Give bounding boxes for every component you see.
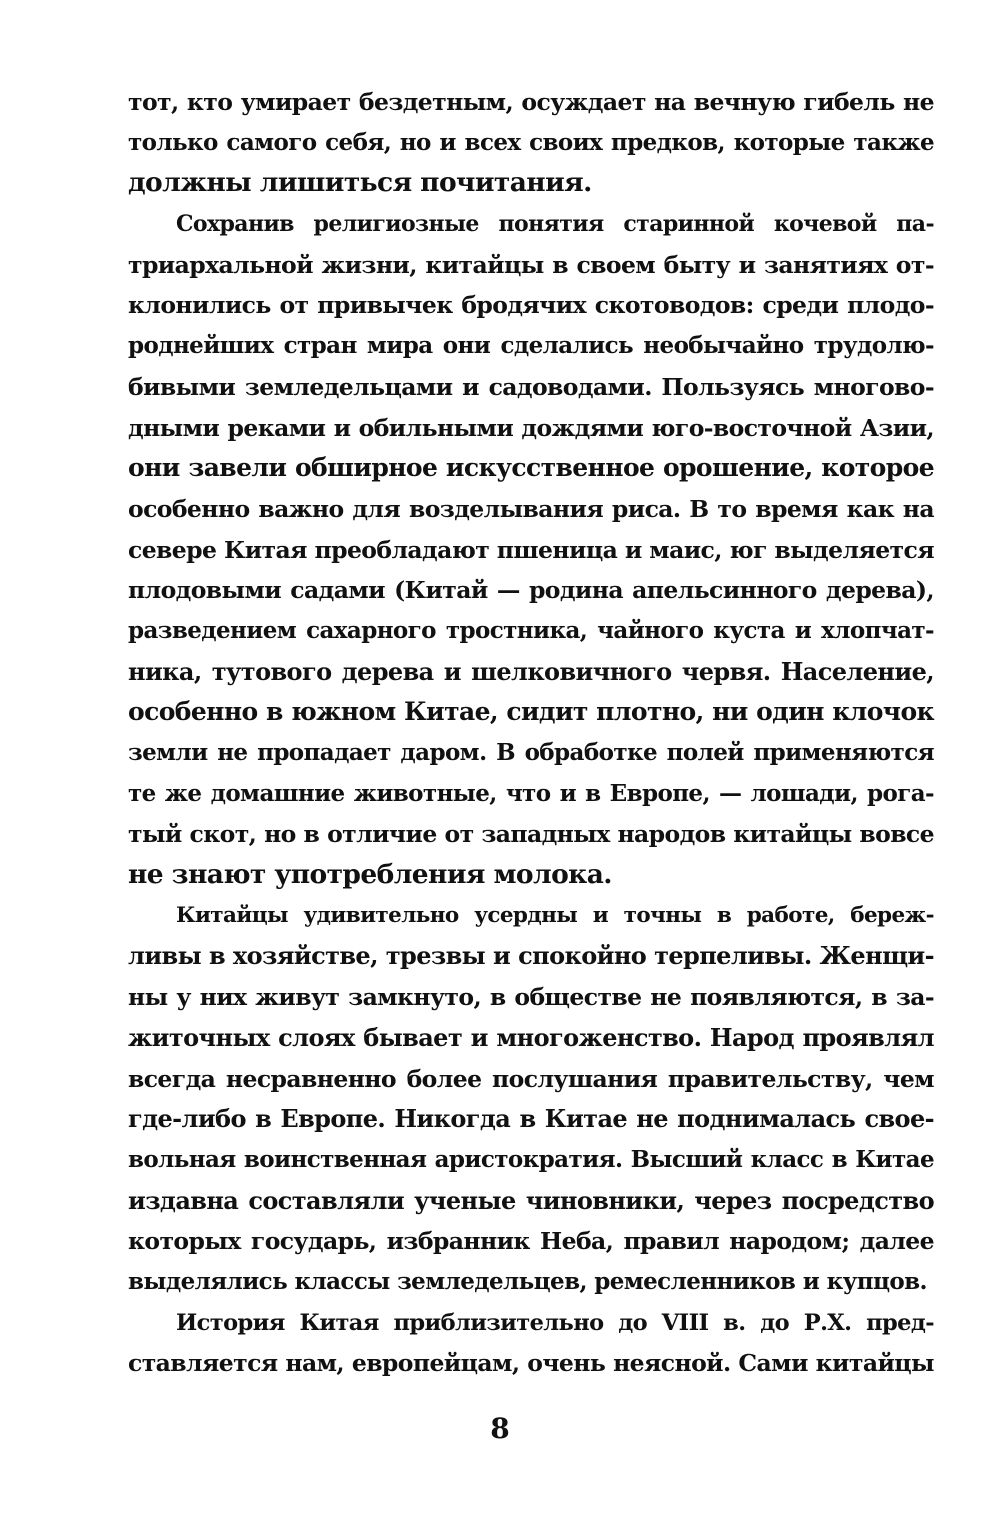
text-line: клонились от привычек бродячих скотоводов: среди плодо- [128, 291, 934, 320]
text-line: ны у них живут замкнуто, в обществе не появляются, в за- [128, 983, 934, 1012]
text-line: дными реками и обильными дождями юго-восточной Азии, [128, 413, 934, 442]
text-line: тот, кто умирает бездетным, осуждает на вечную гибель не [128, 88, 934, 116]
text-line: разведением сахарного тростника, чайного куста и хлопчат- [128, 616, 934, 644]
text-line: всегда несравненно более послушания правительству, чем [128, 1064, 934, 1093]
text-line: особенно важно для возделывания риса. В то время как на [128, 494, 934, 523]
text-line: те же домашние животные, что и в Европе, — лошади, рога- [128, 779, 934, 807]
text-line: бивыми земледельцами и садоводами. Пользуясь многово- [128, 372, 934, 401]
text-line: ставляется нам, европейцам, очень неясной. Сами китайцы [128, 1349, 934, 1378]
text-line: севере Китая преобладают пшеница и маис, юг выделяется [128, 535, 934, 564]
text-line: вольная воинственная аристократия. Высший класс в Китае [128, 1145, 934, 1173]
text-line: издавна составляли ученые чиновники, через посредство [128, 1185, 934, 1215]
text-line: плодовыми садами (Китай — родина апельсинного дерева), [128, 576, 934, 605]
text-line: должны лишиться почитания. [128, 167, 592, 199]
text-line: Сохранив религиозные понятия старинной кочевой па- [176, 211, 934, 238]
text-line: особенно в южном Китае, сидит плотно, ни один клочок [128, 697, 934, 727]
text-line: которых государь, избранник Неба, правил народом; далее [128, 1227, 934, 1256]
text-line: где-либо в Европе. Никогда в Китае не поднималась свое- [128, 1104, 934, 1134]
page-number: 8 [490, 1412, 510, 1445]
text-line: История Китая приблизительно до VIII в. до Р.Х. пред- [176, 1309, 934, 1336]
text-line: земли не пропадает даром. В обработке полей применяются [128, 739, 934, 766]
body-text [128, 82, 934, 1384]
text-line: ника, тутового дерева и шелковичного червя. Население, [128, 656, 934, 686]
text-line: роднейших стран мира они сделались необычайно трудолю- [128, 332, 934, 360]
text-line: тый скот, но в отличие от западных народов китайцы вовсе [128, 820, 934, 849]
text-line: триархальной жизни, китайцы в своем быту и занятиях от- [128, 250, 934, 279]
text-line: житочных слоях бывает и многоженство. Народ проявлял [128, 1022, 934, 1052]
text-line: не знают употребления молока. [128, 859, 612, 891]
text-line: только самого себя, но и всех своих предков, которые также [128, 128, 934, 156]
text-line: ливы в хозяйстве, трезвы и спокойно терпеливы. Женщи- [128, 941, 934, 971]
text-line: они завели обширное искусственное орошение, которое [128, 453, 934, 483]
text-line: Китайцы удивительно усердны и точны в работе, береж- [176, 902, 934, 928]
text-line: выделялись классы земледельцев, ремесленников и купцов. [128, 1267, 927, 1295]
